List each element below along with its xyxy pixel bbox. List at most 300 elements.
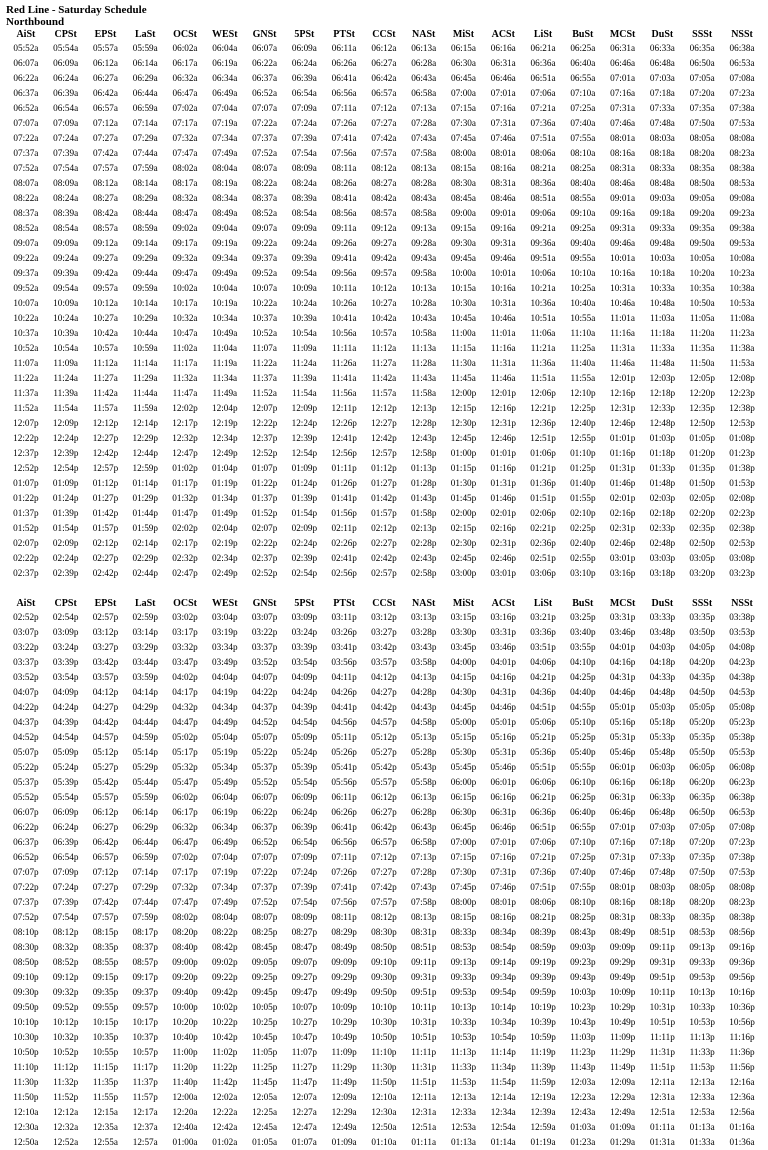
time-cell: 07:17a: [172, 118, 198, 128]
time-cell: 12:12p: [92, 418, 119, 428]
time-cell: 08:47a: [172, 208, 198, 218]
time-cell: 06:18p: [649, 777, 676, 787]
time-cell: 06:12p: [371, 792, 397, 802]
time-cell: 10:16a: [490, 283, 516, 293]
time-cell: 10:12a: [92, 298, 118, 308]
time-cell: 08:59p: [530, 942, 556, 952]
time-cell: 03:08p: [729, 553, 755, 563]
time-cell: 09:55p: [92, 1002, 119, 1012]
time-cell: 12:47a: [291, 1122, 317, 1132]
time-cell: 06:58a: [411, 88, 437, 98]
time-cell: 06:24a: [53, 73, 79, 83]
time-cell: 07:58a: [411, 148, 437, 158]
time-cell: 03:11p: [331, 612, 357, 622]
table-row: [6, 191, 762, 206]
time-cell: 10:29p: [609, 1002, 636, 1012]
time-cell: 06:44p: [132, 837, 158, 847]
time-cell: 02:57p: [92, 612, 119, 622]
time-cell: 08:43p: [570, 927, 596, 937]
time-cell: 03:47p: [172, 657, 198, 667]
time-cell: 05:01p: [609, 702, 636, 712]
time-cell: 03:44p: [132, 657, 158, 667]
time-cell: 08:02a: [172, 163, 198, 173]
time-cell: 01:32p: [172, 493, 198, 503]
time-cell: 02:33p: [649, 523, 676, 533]
time-cell: 12:13a: [450, 1092, 476, 1102]
time-cell: 09:07p: [291, 957, 318, 967]
time-cell: 09:33a: [649, 223, 675, 233]
time-cell: 06:10p: [570, 777, 596, 787]
time-cell: 11:09p: [610, 1032, 636, 1042]
time-cell: 11:09a: [292, 343, 317, 353]
time-cell: 07:42a: [92, 148, 118, 158]
time-cell: 06:27a: [371, 58, 397, 68]
time-cell: 02:44p: [132, 568, 158, 578]
table-row: [6, 640, 762, 655]
time-cell: 11:27a: [371, 358, 397, 368]
time-cell: 11:53a: [729, 358, 755, 368]
time-cell: 07:12a: [371, 103, 397, 113]
table-row: [6, 371, 762, 386]
time-cell: 10:37a: [13, 328, 39, 338]
time-cell: 09:44a: [132, 268, 158, 278]
time-cell: 01:48p: [649, 478, 676, 488]
time-cell: 07:19p: [212, 867, 238, 877]
time-cell: 06:57p: [92, 852, 119, 862]
time-cell: 11:01a: [490, 328, 516, 338]
time-cell: 09:02a: [172, 223, 198, 233]
time-cell: 09:31a: [610, 223, 636, 233]
time-cell: 09:51p: [410, 987, 437, 997]
time-cell: 03:21p: [530, 612, 556, 622]
time-cell: 10:46a: [490, 313, 516, 323]
time-cell: 05:36p: [530, 747, 556, 757]
time-cell: 08:34a: [212, 193, 238, 203]
time-cell: 01:58p: [410, 508, 437, 518]
time-cell: 10:37p: [132, 1032, 158, 1042]
time-cell: 10:24a: [53, 313, 79, 323]
time-cell: 01:11a: [650, 1122, 675, 1132]
time-cell: 10:22a: [252, 298, 278, 308]
time-cell: 09:46a: [490, 253, 516, 263]
time-cell: 06:28a: [411, 58, 437, 68]
time-cell: 06:31p: [490, 807, 517, 817]
time-cell: 07:43p: [410, 882, 437, 892]
time-cell: 03:58p: [410, 657, 437, 667]
time-cell: 09:24a: [291, 238, 317, 248]
time-cell: 08:32a: [172, 193, 198, 203]
time-cell: 01:37p: [13, 508, 39, 518]
time-cell: 10:15p: [92, 1017, 119, 1027]
time-cell: 03:19p: [212, 627, 238, 637]
time-cell: 06:07a: [13, 58, 39, 68]
table-row: [6, 131, 762, 146]
time-cell: 07:31a: [490, 118, 516, 128]
time-cell: 10:35a: [689, 283, 715, 293]
time-cell: 12:07p: [13, 418, 39, 428]
time-cell: 12:40a: [172, 1122, 198, 1132]
time-cell: 04:31p: [609, 672, 636, 682]
time-cell: 08:35a: [689, 163, 715, 173]
time-cell: 08:57a: [92, 223, 118, 233]
time-cell: 09:00a: [450, 208, 476, 218]
time-cell: 08:12a: [371, 163, 397, 173]
time-cell: 07:54p: [52, 912, 79, 922]
time-cell: 03:56p: [331, 657, 357, 667]
time-cell: 01:35p: [689, 463, 715, 473]
time-cell: 07:48p: [649, 867, 676, 877]
time-cell: 01:42p: [371, 493, 397, 503]
time-cell: 01:22p: [251, 478, 278, 488]
time-cell: 07:14a: [132, 118, 158, 128]
time-cell: 08:42p: [212, 942, 238, 952]
time-cell: 12:10a: [371, 1092, 397, 1102]
time-cell: 10:07p: [291, 1002, 318, 1012]
time-cell: 12:50a: [371, 1122, 397, 1132]
time-cell: 08:25a: [570, 163, 596, 173]
time-cell: 06:25p: [570, 792, 596, 802]
time-cell: 09:55a: [570, 253, 596, 263]
time-cell: 05:32p: [172, 762, 198, 772]
time-cell: 10:10p: [13, 1017, 39, 1027]
station-header: PTSt: [333, 598, 355, 609]
time-cell: 06:37a: [13, 88, 39, 98]
time-cell: 08:30p: [371, 927, 397, 937]
time-cell: 12:16a: [729, 1077, 755, 1087]
time-cell: 08:38p: [729, 912, 755, 922]
time-cell: 12:05p: [689, 373, 715, 383]
station-header: 5PSt: [294, 598, 315, 609]
table-row: [6, 700, 762, 715]
time-cell: 06:01p: [490, 777, 517, 787]
station-header: DuSt: [651, 598, 674, 609]
time-cell: 07:07p: [13, 867, 39, 877]
time-cell: 07:57a: [92, 163, 118, 173]
time-cell: 11:28a: [411, 358, 437, 368]
time-cell: 01:01p: [490, 448, 517, 458]
time-cell: 11:31p: [411, 1062, 437, 1072]
time-cell: 06:07a: [252, 43, 278, 53]
time-cell: 02:21p: [530, 523, 556, 533]
time-cell: 08:50p: [371, 942, 397, 952]
station-header: BuSt: [572, 598, 594, 609]
time-cell: 08:09p: [291, 912, 318, 922]
time-cell: 12:37a: [132, 1122, 158, 1132]
time-cell: 08:50a: [689, 178, 715, 188]
time-cell: 05:56p: [331, 777, 357, 787]
time-cell: 06:58p: [410, 837, 437, 847]
time-cell: 12:11a: [650, 1077, 675, 1087]
time-cell: 08:07p: [251, 912, 278, 922]
time-cell: 08:31a: [490, 178, 516, 188]
time-cell: 10:13p: [689, 987, 715, 997]
time-cell: 06:27p: [92, 822, 119, 832]
time-cell: 12:51a: [649, 1107, 675, 1117]
time-cell: 02:22p: [13, 553, 39, 563]
time-cell: 01:29a: [610, 1137, 636, 1147]
time-cell: 09:37p: [132, 987, 158, 997]
time-cell: 02:16p: [609, 508, 636, 518]
station-header: CPSt: [54, 598, 77, 609]
time-cell: 05:50p: [689, 747, 715, 757]
time-cell: 06:11p: [331, 792, 357, 802]
time-cell: 03:46p: [490, 642, 517, 652]
time-cell: 02:50p: [689, 538, 715, 548]
time-cell: 11:42a: [371, 373, 397, 383]
time-cell: 01:09a: [331, 1137, 357, 1147]
time-cell: 12:15a: [92, 1107, 118, 1117]
time-cell: 07:42p: [371, 882, 397, 892]
time-cell: 06:57a: [371, 88, 397, 98]
time-cell: 07:13a: [411, 103, 437, 113]
time-cell: 12:55a: [92, 1137, 118, 1147]
time-cell: 02:27p: [371, 538, 397, 548]
time-cell: 07:45a: [450, 133, 476, 143]
time-cell: 09:52p: [52, 1002, 79, 1012]
time-cell: 01:11p: [331, 463, 357, 473]
time-cell: 11:47p: [291, 1077, 317, 1087]
time-cell: 04:16p: [490, 672, 517, 682]
time-cell: 11:27a: [93, 373, 118, 383]
time-cell: 08:30a: [450, 178, 476, 188]
time-cell: 04:39p: [52, 717, 79, 727]
time-cell: 03:50p: [689, 627, 715, 637]
time-cell: 03:09p: [52, 627, 79, 637]
time-cell: 05:13p: [410, 732, 437, 742]
time-cell: 11:12a: [371, 343, 397, 353]
time-cell: 06:48a: [649, 58, 675, 68]
time-cell: 06:22a: [13, 73, 39, 83]
time-cell: 06:00p: [450, 777, 477, 787]
time-cell: 02:27p: [92, 553, 119, 563]
time-cell: 09:36p: [729, 957, 755, 967]
time-cell: 05:24p: [291, 747, 318, 757]
station-header: EPSt: [94, 29, 117, 40]
time-cell: 04:10p: [570, 657, 596, 667]
time-cell: 08:27p: [291, 927, 318, 937]
time-cell: 07:31p: [490, 867, 517, 877]
time-cell: 04:49p: [212, 717, 238, 727]
time-cell: 12:07a: [291, 1092, 317, 1102]
time-cell: 07:53p: [729, 867, 755, 877]
time-cell: 02:45p: [450, 553, 477, 563]
time-cell: 08:11p: [331, 912, 357, 922]
time-cell: 10:57a: [371, 328, 397, 338]
time-cell: 01:09a: [610, 1122, 636, 1132]
time-cell: 07:24a: [291, 118, 317, 128]
time-cell: 11:29p: [610, 1047, 636, 1057]
time-cell: 08:25p: [570, 912, 596, 922]
time-cell: 12:29p: [132, 433, 158, 443]
time-cell: 11:52p: [53, 1092, 79, 1102]
time-cell: 08:56a: [331, 208, 357, 218]
time-cell: 02:46p: [609, 538, 636, 548]
time-cell: 05:07p: [251, 732, 278, 742]
time-cell: 08:03p: [649, 882, 676, 892]
time-cell: 06:47p: [172, 837, 198, 847]
time-cell: 12:07p: [251, 403, 278, 413]
time-cell: 08:53p: [450, 942, 477, 952]
time-cell: 10:10a: [570, 268, 596, 278]
time-cell: 02:37p: [251, 553, 278, 563]
time-cell: 05:01p: [490, 717, 517, 727]
time-cell: 06:33p: [649, 792, 676, 802]
time-cell: 07:14p: [132, 867, 158, 877]
time-cell: 12:49a: [331, 1122, 357, 1132]
time-cell: 09:50p: [371, 987, 397, 997]
time-cell: 05:30p: [450, 747, 477, 757]
time-cell: 11:34p: [490, 1062, 516, 1072]
time-cell: 11:01a: [610, 313, 635, 323]
time-cell: 12:50a: [13, 1137, 39, 1147]
time-cell: 06:31p: [609, 792, 636, 802]
time-cell: 08:08a: [729, 133, 755, 143]
time-cell: 09:47a: [172, 268, 198, 278]
time-cell: 11:07p: [291, 1047, 317, 1057]
time-cell: 07:23a: [729, 88, 755, 98]
time-cell: 10:15a: [450, 283, 476, 293]
time-cell: 08:16p: [490, 912, 517, 922]
time-cell: 10:30p: [13, 1032, 39, 1042]
time-cell: 06:31a: [610, 43, 636, 53]
time-cell: 08:33a: [649, 163, 675, 173]
time-cell: 05:39p: [291, 762, 318, 772]
time-cell: 11:57a: [371, 388, 397, 398]
time-cell: 09:09p: [609, 942, 636, 952]
station-header: AiSt: [16, 29, 36, 40]
time-cell: 02:54p: [291, 568, 318, 578]
time-cell: 11:39p: [530, 1062, 556, 1072]
time-cell: 05:49p: [212, 777, 238, 787]
time-cell: 12:58p: [410, 448, 437, 458]
time-cell: 04:54p: [291, 717, 318, 727]
time-cell: 10:27p: [291, 1017, 318, 1027]
time-cell: 07:35a: [689, 103, 715, 113]
time-cell: 07:06p: [530, 837, 556, 847]
time-cell: 07:47p: [172, 897, 198, 907]
time-cell: 06:30p: [450, 807, 477, 817]
time-cell: 07:37p: [13, 897, 39, 907]
time-cell: 10:54a: [291, 328, 317, 338]
time-cell: 11:45a: [451, 373, 476, 383]
time-cell: 04:25p: [570, 672, 596, 682]
time-cell: 05:16p: [609, 717, 636, 727]
time-cell: 03:28p: [410, 627, 437, 637]
time-cell: 11:05p: [251, 1047, 278, 1057]
time-cell: 11:58a: [411, 388, 437, 398]
time-cell: 08:20a: [689, 148, 715, 158]
station-header: BuSt: [572, 29, 594, 40]
station-header: MCSt: [609, 29, 636, 40]
time-cell: 08:17p: [132, 927, 158, 937]
time-cell: 11:57p: [132, 1092, 158, 1102]
time-cell: 09:54p: [490, 987, 517, 997]
time-cell: 01:53p: [729, 478, 755, 488]
time-cell: 09:17p: [132, 972, 158, 982]
station-header: ACSt: [491, 598, 515, 609]
time-cell: 08:01p: [609, 882, 636, 892]
time-cell: 06:22a: [252, 58, 278, 68]
time-cell: 10:31p: [410, 1017, 437, 1027]
time-cell: 06:16p: [490, 792, 517, 802]
time-cell: 11:42p: [212, 1077, 238, 1087]
time-cell: 04:39p: [291, 702, 318, 712]
time-cell: 12:29a: [331, 1107, 357, 1117]
time-cell: 06:45p: [450, 822, 477, 832]
time-cell: 09:00p: [172, 957, 198, 967]
table-row: [6, 221, 762, 236]
time-cell: 08:31p: [609, 912, 636, 922]
time-cell: 12:35p: [689, 403, 715, 413]
time-cell: 12:12a: [53, 1107, 79, 1117]
time-cell: 01:31a: [649, 1137, 675, 1147]
time-cell: 07:02p: [172, 852, 198, 862]
time-cell: 07:34a: [212, 133, 238, 143]
time-cell: 06:51a: [530, 73, 556, 83]
time-cell: 08:06p: [530, 897, 556, 907]
time-cell: 07:37a: [252, 133, 278, 143]
time-cell: 08:30p: [13, 942, 39, 952]
time-cell: 02:56p: [331, 568, 357, 578]
time-cell: 01:38p: [729, 463, 755, 473]
time-cell: 07:09a: [291, 103, 317, 113]
time-cell: 09:53p: [689, 972, 715, 982]
time-cell: 01:39p: [52, 508, 79, 518]
time-cell: 08:20p: [689, 897, 715, 907]
time-cell: 09:40a: [570, 238, 596, 248]
time-cell: 08:10p: [13, 927, 39, 937]
time-cell: 09:11p: [411, 957, 437, 967]
table-row: [6, 41, 762, 56]
table-row: [6, 760, 762, 775]
table-row: [6, 610, 762, 625]
station-header: DuSt: [651, 29, 674, 40]
time-cell: 02:08p: [729, 493, 755, 503]
time-cell: 10:59p: [530, 1032, 556, 1042]
time-cell: 02:10p: [570, 508, 596, 518]
time-cell: 11:08a: [729, 313, 755, 323]
time-cell: 07:43a: [411, 133, 437, 143]
time-cell: 01:36a: [729, 1137, 755, 1147]
time-cell: 06:14a: [132, 58, 158, 68]
time-cell: 02:07p: [13, 538, 39, 548]
time-cell: 08:13a: [411, 163, 437, 173]
time-cell: 12:11a: [411, 1092, 437, 1102]
time-cell: 12:50p: [689, 418, 715, 428]
time-cell: 02:43p: [410, 553, 437, 563]
time-cell: 12:37p: [13, 448, 39, 458]
time-cell: 04:45p: [450, 702, 477, 712]
time-cell: 03:46p: [609, 627, 636, 637]
time-cell: 05:04p: [212, 732, 238, 742]
time-cell: 12:01p: [490, 388, 517, 398]
time-cell: 02:17p: [172, 538, 198, 548]
time-cell: 01:41p: [331, 493, 357, 503]
time-cell: 01:08p: [729, 433, 755, 443]
time-cell: 10:10p: [371, 1002, 397, 1012]
time-cell: 08:27a: [92, 193, 118, 203]
time-cell: 01:07p: [13, 478, 39, 488]
time-cell: 10:13p: [450, 1002, 477, 1012]
time-cell: 12:26p: [331, 418, 357, 428]
time-cell: 10:39p: [530, 1017, 556, 1027]
time-cell: 07:10p: [570, 837, 596, 847]
time-cell: 04:33p: [649, 672, 676, 682]
time-cell: 09:37a: [252, 253, 278, 263]
time-cell: 07:29a: [132, 133, 158, 143]
time-cell: 11:02a: [172, 343, 198, 353]
time-cell: 06:07p: [251, 792, 278, 802]
